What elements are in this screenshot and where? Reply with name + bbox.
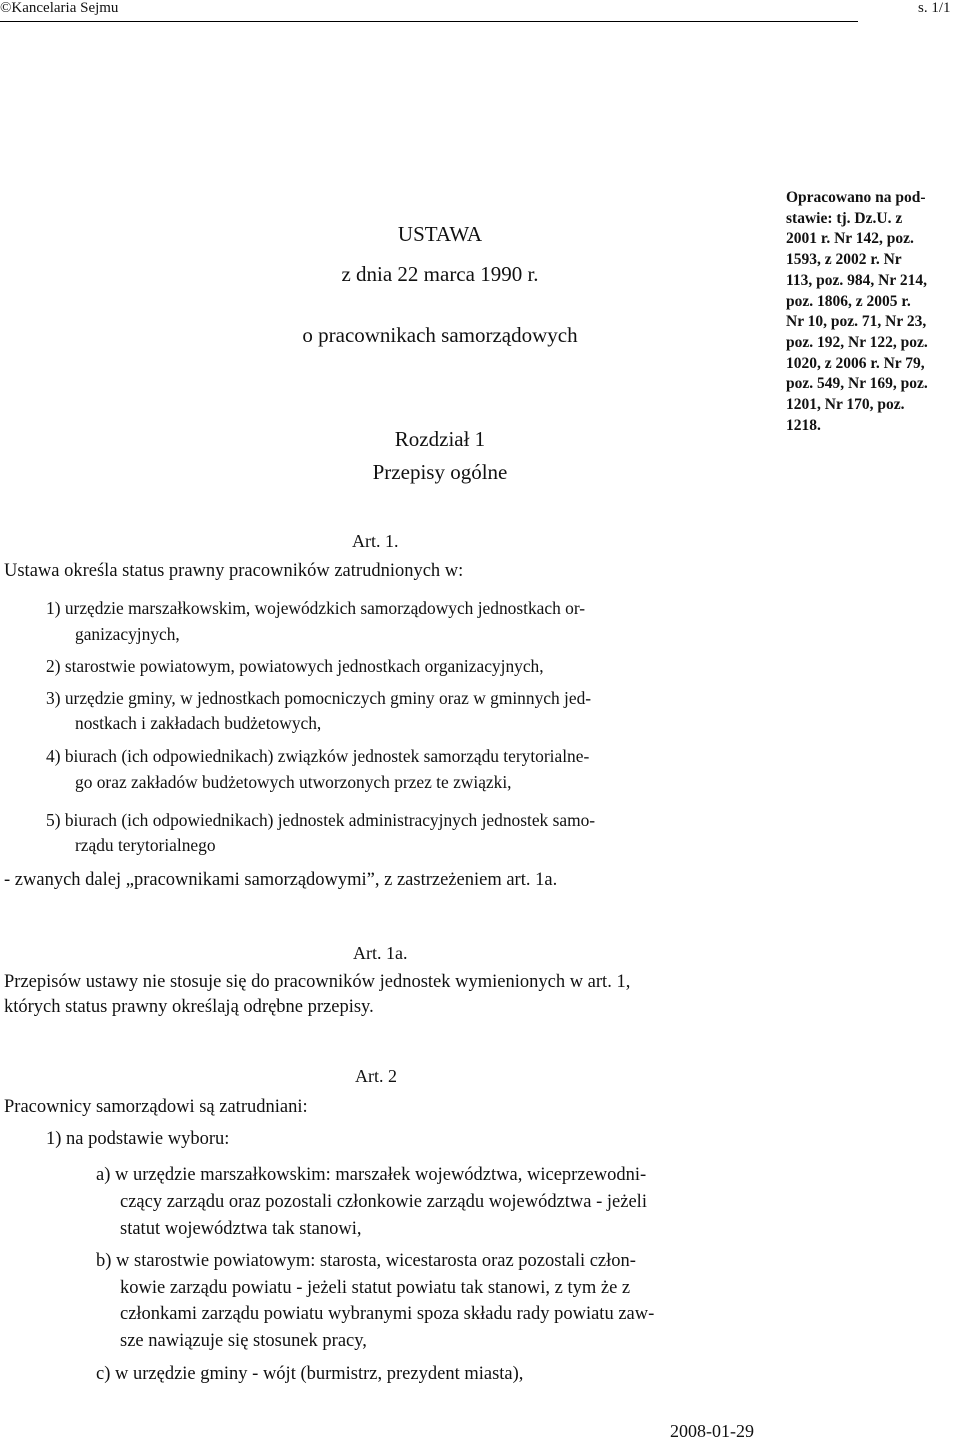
art-2-heading: Art. 2 xyxy=(355,1066,397,1086)
act-type: USTAWA xyxy=(397,222,483,246)
art-1-heading: Art. 1. xyxy=(352,531,399,551)
source-note-line: poz. 192, Nr 122, poz. xyxy=(786,333,928,351)
source-note-line: poz. 1806, z 2005 r. xyxy=(786,292,911,310)
source-note-line: 2001 r. Nr 142, poz. xyxy=(786,230,914,248)
art-2-item-c: c) w urzędzie gminy - wójt (burmistrz, prezydent miasta), xyxy=(96,1364,524,1384)
source-note-line: 1201, Nr 170, poz. xyxy=(786,396,905,414)
art-1-item-1: 1) urzędzie marszałkowskim, wojewódzkich samorządowych jednostkach or- xyxy=(46,598,586,618)
header-page-number: s. 1/1 xyxy=(918,0,951,16)
art-2-item-b-cont: członkami zarządu powiatu wybranymi spoza składu rady powiatu zaw- xyxy=(120,1304,655,1324)
source-note-line: Opracowano na pod- xyxy=(786,189,926,206)
art-1-item-3: 3) urzędzie gminy, w jednostkach pomocniczych gminy oraz w gminnych jed- xyxy=(46,688,592,708)
header-publisher: ©Kancelaria Sejmu xyxy=(0,0,119,16)
art-1-item-5: 5) biurach (ich odpowiednikach) jednostek administracyjnych jednostek samo- xyxy=(46,810,596,830)
art-1-item-5-cont: rządu terytorialnego xyxy=(75,835,216,855)
art-1-closing: - zwanych dalej „pracownikami samorządowymi”, z zastrzeżeniem art. 1a. xyxy=(4,870,558,890)
source-note-line: 1593, z 2002 r. Nr xyxy=(786,251,902,269)
art-1a-line: Przepisów ustawy nie stosuje się do pracowników jednostek wymienionych w art. 1, xyxy=(4,972,631,992)
art-2-point-1: 1) na podstawie wyboru: xyxy=(46,1129,230,1149)
source-note-line: stawie: tj. Dz.U. z xyxy=(786,209,903,227)
art-2-item-a-cont: czący zarządu oraz pozostali członkowie zarządu województwa - jeżeli xyxy=(120,1192,647,1212)
art-2-item-b-cont: sze nawiązuje się stosunek pracy, xyxy=(120,1331,367,1351)
art-1-item-1-cont: ganizacyjnych, xyxy=(75,624,180,644)
header-divider xyxy=(0,21,858,22)
source-note-line: poz. 549, Nr 169, poz. xyxy=(786,375,928,393)
art-2-item-a: a) w urzędzie marszałkowskim: marszałek województwa, wiceprzewodni- xyxy=(96,1165,647,1185)
art-2-item-b-cont: kowie zarządu powiatu - jeżeli statut powiatu tak stanowi, z tym że z xyxy=(120,1278,631,1298)
art-2-item-a-cont: statut województwa tak stanowi, xyxy=(120,1219,362,1239)
act-subject: o pracownikach samorządowych xyxy=(302,323,578,347)
art-2-item-b: b) w starostwie powiatowym: starosta, wicestarosta oraz pozostali człon- xyxy=(96,1251,636,1271)
art-1-item-3-cont: nostkach i zakładach budżetowych, xyxy=(75,713,322,733)
art-1-item-2: 2) starostwie powiatowym, powiatowych jednostkach organizacyjnych, xyxy=(46,656,544,676)
act-date: z dnia 22 marca 1990 r. xyxy=(341,262,539,286)
chapter-number: Rozdział 1 xyxy=(394,427,486,451)
art-1a-line: których status prawny określają odrębne przepisy. xyxy=(4,997,374,1017)
art-2-intro: Pracownicy samorządowi są zatrudniani: xyxy=(4,1097,308,1117)
source-note-line: 113, poz. 984, Nr 214, xyxy=(786,271,927,289)
art-1a-heading: Art. 1a. xyxy=(353,943,408,963)
footer-date: 2008-01-29 xyxy=(670,1421,754,1441)
art-1-intro: Ustawa określa status prawny pracowników zatrudnionych w: xyxy=(4,561,464,581)
source-note-line: 1218. xyxy=(786,416,821,434)
art-1-item-4-cont: go oraz zakładów budżetowych utworzonych przez te związki, xyxy=(75,772,512,792)
source-note xyxy=(786,188,960,436)
source-note-line: Nr 10, poz. 71, Nr 23, xyxy=(786,313,927,331)
source-note-line: 1020, z 2006 r. Nr 79, xyxy=(786,354,925,372)
chapter-title: Przepisy ogólne xyxy=(372,460,508,484)
art-1-item-4: 4) biurach (ich odpowiednikach) związków jednostek samorządu terytorialne- xyxy=(46,746,590,766)
